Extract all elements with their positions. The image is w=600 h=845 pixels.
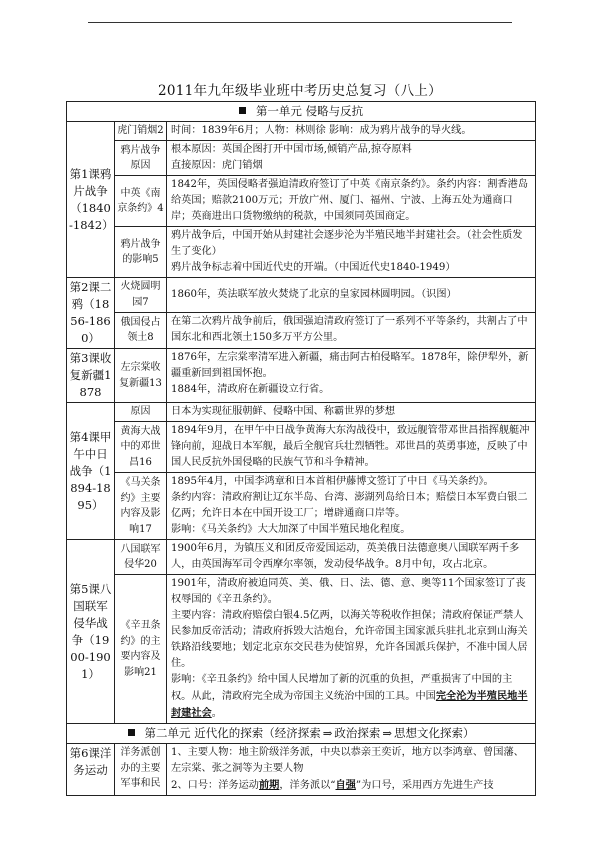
page-title: 2011年九年级毕业班中考历史总复习（八上） bbox=[158, 83, 442, 99]
content-line: 影响：《马关条约》大大加深了中国半殖民地化程度。 bbox=[171, 524, 411, 535]
content-cell bbox=[167, 744, 536, 796]
table-row bbox=[67, 349, 536, 403]
table-row bbox=[67, 473, 536, 540]
lesson-cell: 第4课甲午中日战争（1894-1895） bbox=[67, 403, 115, 540]
lesson-cell: 第5课八国联军侵华战争（1900-1901） bbox=[67, 540, 115, 724]
topic-cell: 《马关条约》主要内容及影响17 bbox=[115, 473, 167, 540]
topic-cell: 洋务派创办的主要军事和民 bbox=[115, 744, 167, 796]
content-line: 1895年4月，中国李鸿章和日本首相伊藤博文签订了中日《马关条约》。 bbox=[171, 476, 494, 487]
content-cell: 1900年6月，为镇压义和团反帝爱国运动，英美俄日法德意奥八国联军两千多人，由英国海军司令西摩尔率领，发动侵华战争。8月中旬，攻占北京。 bbox=[167, 540, 536, 575]
table-row bbox=[67, 744, 536, 796]
table-row bbox=[67, 312, 536, 348]
topic-cell: 原因 bbox=[115, 403, 167, 422]
unit2-header: 第二单元 近代化的探索（经济探索 ⇒ 政治探索 ⇒ 思想文化探索） bbox=[67, 724, 536, 744]
content-line: 1、主要人物：地主阶级洋务派，中央以恭亲王奕䜣，地方以李鸿章、曾国藩、左宗棠、张之洞等为主要人物 bbox=[171, 747, 524, 774]
black-square-icon bbox=[128, 729, 135, 736]
table-row bbox=[67, 422, 536, 473]
unit2-header-row bbox=[67, 724, 536, 744]
content-cell: 在第二次鸦片战争前后，俄国强迫清政府签订了一系列不平等条约，共割占了中国东北和西北领土150多万平方公里。 bbox=[167, 312, 536, 348]
topic-cell: 火烧圆明园7 bbox=[115, 278, 167, 313]
table-row bbox=[67, 575, 536, 724]
table-row bbox=[67, 227, 536, 278]
arrow-right-icon: ⇒ bbox=[382, 726, 392, 740]
lesson-cell: 第3课收复新疆1878 bbox=[67, 349, 115, 403]
content-line: 根本原因：英国企图打开中国市场,倾销产品,掠夺原料 bbox=[171, 144, 412, 155]
content-line: 2、口号：洋务运动前期，洋务派以“自强”为口号，采用西方先进生产技 bbox=[171, 779, 494, 791]
topic-cell: 俄国侵占领土8 bbox=[115, 312, 167, 348]
content-cell: 1894年9月，在甲午中日战争黄海大东沟战役中，致远舰管带邓世昌指挥舰艇冲锋向前，迎战日本军舰，最后全舰官兵壮烈牺牲。邓世昌的英勇事迹，反映了中国人民反抗外国侵略的民族气节和斗争精神。 bbox=[167, 422, 536, 473]
topic-cell: 八国联军侵华20 bbox=[115, 540, 167, 575]
content-cell bbox=[167, 141, 536, 176]
content-cell: 时间：1839年6月；人物：林则徐 影响：成为鸦片战争的导火线。 bbox=[167, 122, 536, 141]
key-phrase: 完全沦为半殖民地半封建社会 bbox=[171, 690, 528, 719]
table-row bbox=[67, 122, 536, 141]
key-phrase: 前期 bbox=[258, 779, 280, 791]
topic-cell: 《辛丑条约》的主要内容及影响21 bbox=[115, 575, 167, 724]
content-line: 鸦片战争后，中国开始从封建社会逐步沦为半殖民地半封建社会。（社会性质发生了变化） bbox=[171, 230, 523, 257]
content-cell: 1860年，英法联军放火焚烧了北京的皇家园林圆明园。（识图） bbox=[167, 278, 536, 313]
content-cell: 1842年，英国侵略者强迫清政府签订了中英《南京条约》。条约内容：割香港岛给英国；赔款2100万元；开放广州、厦门、福州、宁波、上海五处为通商口岸；英商进出口货物缴纳的税款，中国须同英国商定。 bbox=[167, 176, 536, 227]
header-rule bbox=[88, 22, 512, 23]
content-line: 1901年，清政府被迫同英、美、俄、日、法、德、意、奥等11个国家签订了丧权辱国的《辛丑条约》。 bbox=[171, 578, 526, 605]
topic-cell: 鸦片战争的影响5 bbox=[115, 227, 167, 278]
content-cell bbox=[167, 349, 536, 403]
key-phrase: 自强 bbox=[335, 779, 356, 791]
lesson-cell: 第1课鸦片战争（1840-1842） bbox=[67, 122, 115, 278]
content-line: 影响：《辛丑条约》给中国人民增加了新的沉重的负担，严重损害了中国的主权。从此，清政府完全成为帝国主义统治中国的工具。中国完全沦为半殖民地半封建社会。 bbox=[171, 674, 528, 719]
content-cell bbox=[167, 227, 536, 278]
table-row bbox=[67, 540, 536, 575]
review-table bbox=[66, 101, 536, 796]
content-line: 鸦片战争标志着中国近代史的开端。（中国近代史1840-1949） bbox=[171, 262, 456, 273]
topic-cell: 虎门销烟2 bbox=[115, 122, 167, 141]
content-cell bbox=[167, 575, 536, 724]
content-line: 主要内容：清政府赔偿白银4.5亿两，以海关等税收作担保；清政府保证严禁人民参加反帝活动；清政府拆毁大沽炮台，允许帝国主国家派兵驻扎北京到山海关铁路沿线要地；划定北京东交民巷为使馆界，允许各国派兵保护，不准中国人居住。 bbox=[171, 610, 528, 669]
lesson-cell: 第2课二鸦（1856-1860） bbox=[67, 278, 115, 349]
content-line: 1884年，清政府在新疆设立行省。 bbox=[171, 384, 330, 395]
arrow-right-icon: ⇒ bbox=[322, 726, 333, 740]
content-cell: 日本为实现征服朝鲜、侵略中国、称霸世界的梦想 bbox=[167, 403, 536, 422]
lesson-cell: 第6课洋务运动 bbox=[67, 744, 115, 796]
table-row bbox=[67, 141, 536, 176]
table-row bbox=[67, 176, 536, 227]
content-line: 条约内容：清政府割让辽东半岛、台湾、澎湖列岛给日本；赔偿日本军费白银二亿两；允许日本在中国开设工厂；增辟通商口岸等。 bbox=[171, 492, 528, 519]
table-row bbox=[67, 403, 536, 422]
unit1-header: 第一单元 侵略与反抗 bbox=[67, 102, 536, 122]
table-row bbox=[67, 278, 536, 313]
topic-cell: 鸦片战争原因 bbox=[115, 141, 167, 176]
topic-cell: 黄海大战中的邓世昌16 bbox=[115, 422, 167, 473]
unit1-header-row bbox=[67, 102, 536, 122]
topic-cell: 左宗棠收复新疆13 bbox=[115, 349, 167, 403]
topic-cell: 中英《南京条约》4 bbox=[115, 176, 167, 227]
content-cell bbox=[167, 473, 536, 540]
content-line: 1876年，左宗棠率清军进入新疆，痛击阿古柏侵略军。1878年，除伊犁外，新疆重新回到祖国怀抱。 bbox=[171, 352, 529, 379]
content-line: 直接原因：虎门销烟 bbox=[171, 160, 263, 171]
black-square-icon bbox=[239, 107, 246, 114]
